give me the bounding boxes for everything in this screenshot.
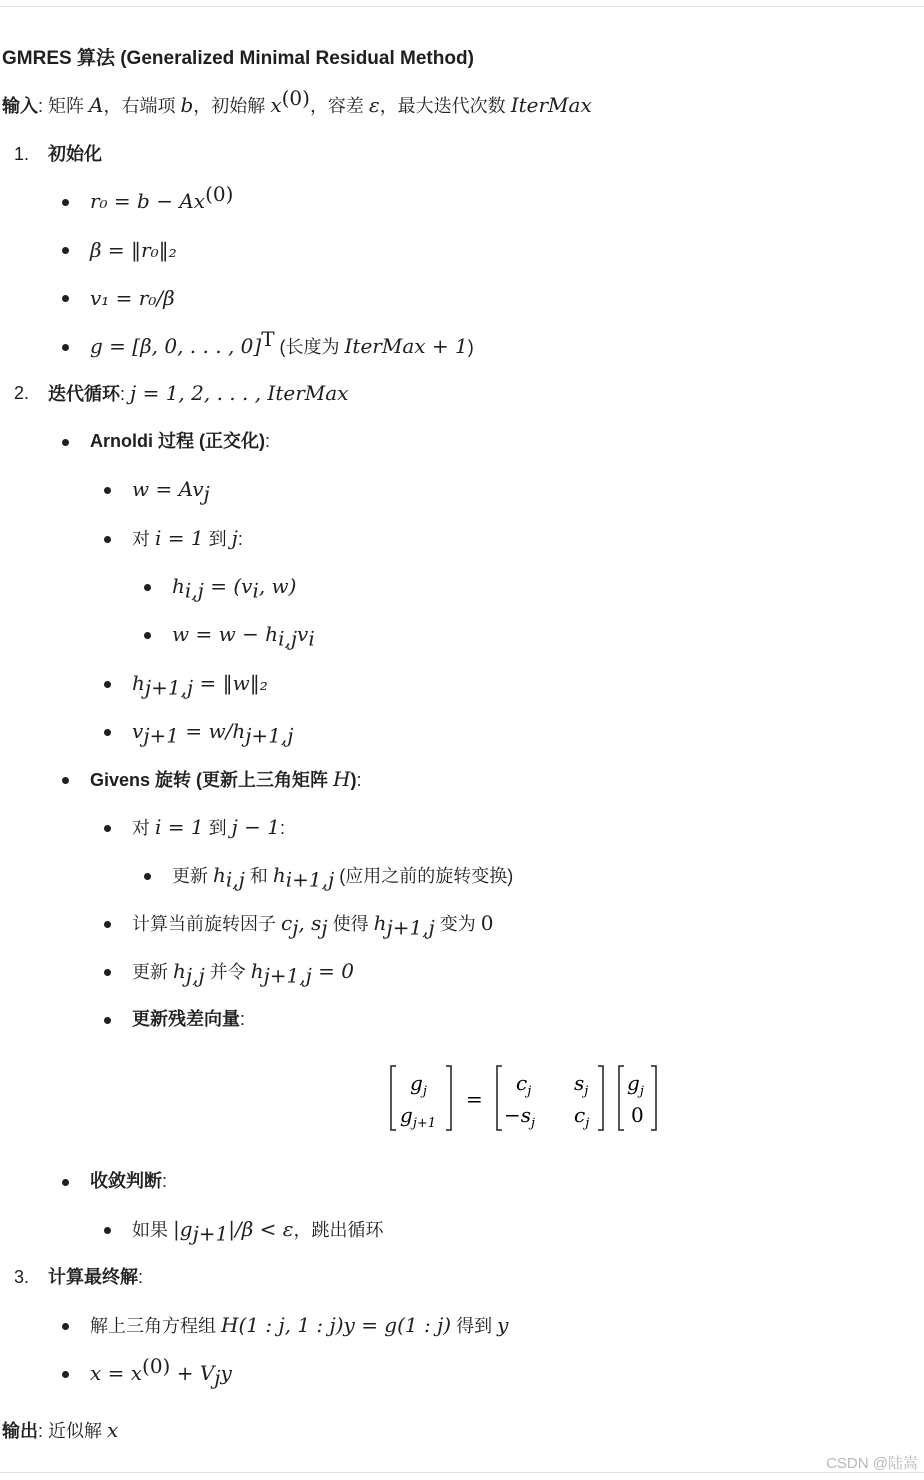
output-line: 输出: 近似解 x [2, 1418, 119, 1442]
init-r0: $r_0 = b - Ax^{(0)}$ [90, 182, 234, 213]
lhs-top: $g_j$ [410, 1071, 427, 1099]
bullet-icon [144, 632, 151, 639]
solve-triangular: 解上三角方程组 H(1 : j, 1 : j)y = g(1 : j) 得到 y [90, 1313, 509, 1337]
bullet-icon [104, 969, 111, 976]
bottom-divider [0, 1472, 924, 1473]
arnoldi-heading: Arnoldi 过程 (正交化): [90, 431, 270, 451]
residual-update-matrix [388, 1060, 664, 1136]
rhs-top: $g_j$ [627, 1071, 644, 1099]
m21: $-s_j$ [504, 1103, 536, 1131]
givens-heading: Givens 旋转 (更新上三角矩阵 H): [90, 767, 362, 791]
step-1-label: 初始化 [48, 144, 102, 164]
step-number-3: 3. [14, 1267, 30, 1287]
givens-update-prev: 更新 $h_{i,j}$ 和 $h_{i+1,j}$ (应用之前的旋转变换) [172, 863, 514, 892]
bullet-icon [62, 439, 69, 446]
bullet-icon [62, 344, 69, 351]
input-label: 输入 [2, 96, 38, 116]
bullet-icon [62, 777, 69, 784]
m22: $c_j$ [574, 1103, 590, 1131]
init-v1: v₁ = r₀/β [90, 286, 175, 310]
step-2-heading: 迭代循环: j = 1, 2, . . . , IterMax [48, 381, 349, 405]
bullet-icon [62, 1323, 69, 1330]
bullet-icon [62, 199, 69, 206]
bullet-icon [62, 247, 69, 254]
watermark: CSDN @陆嵩 [826, 1455, 918, 1472]
lhs-bottom: $g_{j+1}$ [400, 1103, 437, 1131]
step-number-2: 2. [14, 383, 30, 403]
arnoldi-w-update: $w = w - h_{i,j}v_i$ [172, 622, 315, 651]
convergence-heading: 收敛判断: [90, 1171, 168, 1191]
input-line: 输入: 矩阵 A，右端项 b，初始解 $x^{(0)}$，容差 ε，最大迭代次数 IterMax [2, 86, 592, 117]
bullet-icon [104, 487, 111, 494]
bullet-icon [104, 729, 111, 736]
bullet-icon [104, 921, 111, 928]
step-3-heading: 计算最终解: [48, 1267, 144, 1287]
bullet-icon [104, 681, 111, 688]
bullet-icon [144, 584, 151, 591]
bullet-icon [144, 873, 151, 880]
bullet-icon [62, 1371, 69, 1378]
bullet-icon [104, 1017, 111, 1024]
bullet-icon [62, 1179, 69, 1186]
bullet-icon [104, 1227, 111, 1234]
arnoldi-hij: $h_{i,j} = (v_i$, w) [172, 574, 297, 603]
top-divider [0, 6, 924, 7]
bullet-icon [104, 825, 111, 832]
equals-sign: = [466, 1087, 483, 1111]
arnoldi-hj1: $h_{j+1,j}$ = ‖w‖₂ [132, 671, 268, 700]
convergence-check: 如果 $|g_{j+1}|/\beta < \varepsilon$，跳出循环 [132, 1217, 384, 1246]
step-number-1: 1. [14, 144, 30, 164]
m11: $c_j$ [516, 1071, 532, 1099]
arnoldi-vj1: $v_{j+1} = w/h_{j+1,j}$ [132, 719, 294, 748]
residual-heading: 更新残差向量: [132, 1009, 246, 1029]
arnoldi-for: 对 i = 1 到 j: [132, 526, 243, 550]
init-beta: β = ‖r₀‖₂ [90, 238, 177, 262]
givens-for: 对 i = 1 到 j − 1: [132, 815, 286, 839]
final-x: $x = x^{(0)} + V_jy$ [90, 1354, 232, 1390]
rhs-bottom: 0 [631, 1103, 644, 1127]
givens-calc: 计算当前旋转因子 $c_j$, $s_j$ 使得 $h_{j+1,j}$ 变为 0 [132, 911, 494, 940]
init-g: g = [β, 0, . . . , 0]$^T$ (长度为 IterMax + 1) [90, 327, 474, 358]
givens-update-hjj: 更新 $h_{j,j}$ 并令 $h_{j+1,j} = 0$ [132, 959, 355, 988]
bullet-icon [62, 295, 69, 302]
arnoldi-w: $w = Av_j$ [132, 477, 210, 506]
bullet-icon [104, 536, 111, 543]
page-title: GMRES 算法 (Generalized Minimal Residual Method) [2, 48, 474, 69]
m12: $s_j$ [574, 1071, 589, 1099]
